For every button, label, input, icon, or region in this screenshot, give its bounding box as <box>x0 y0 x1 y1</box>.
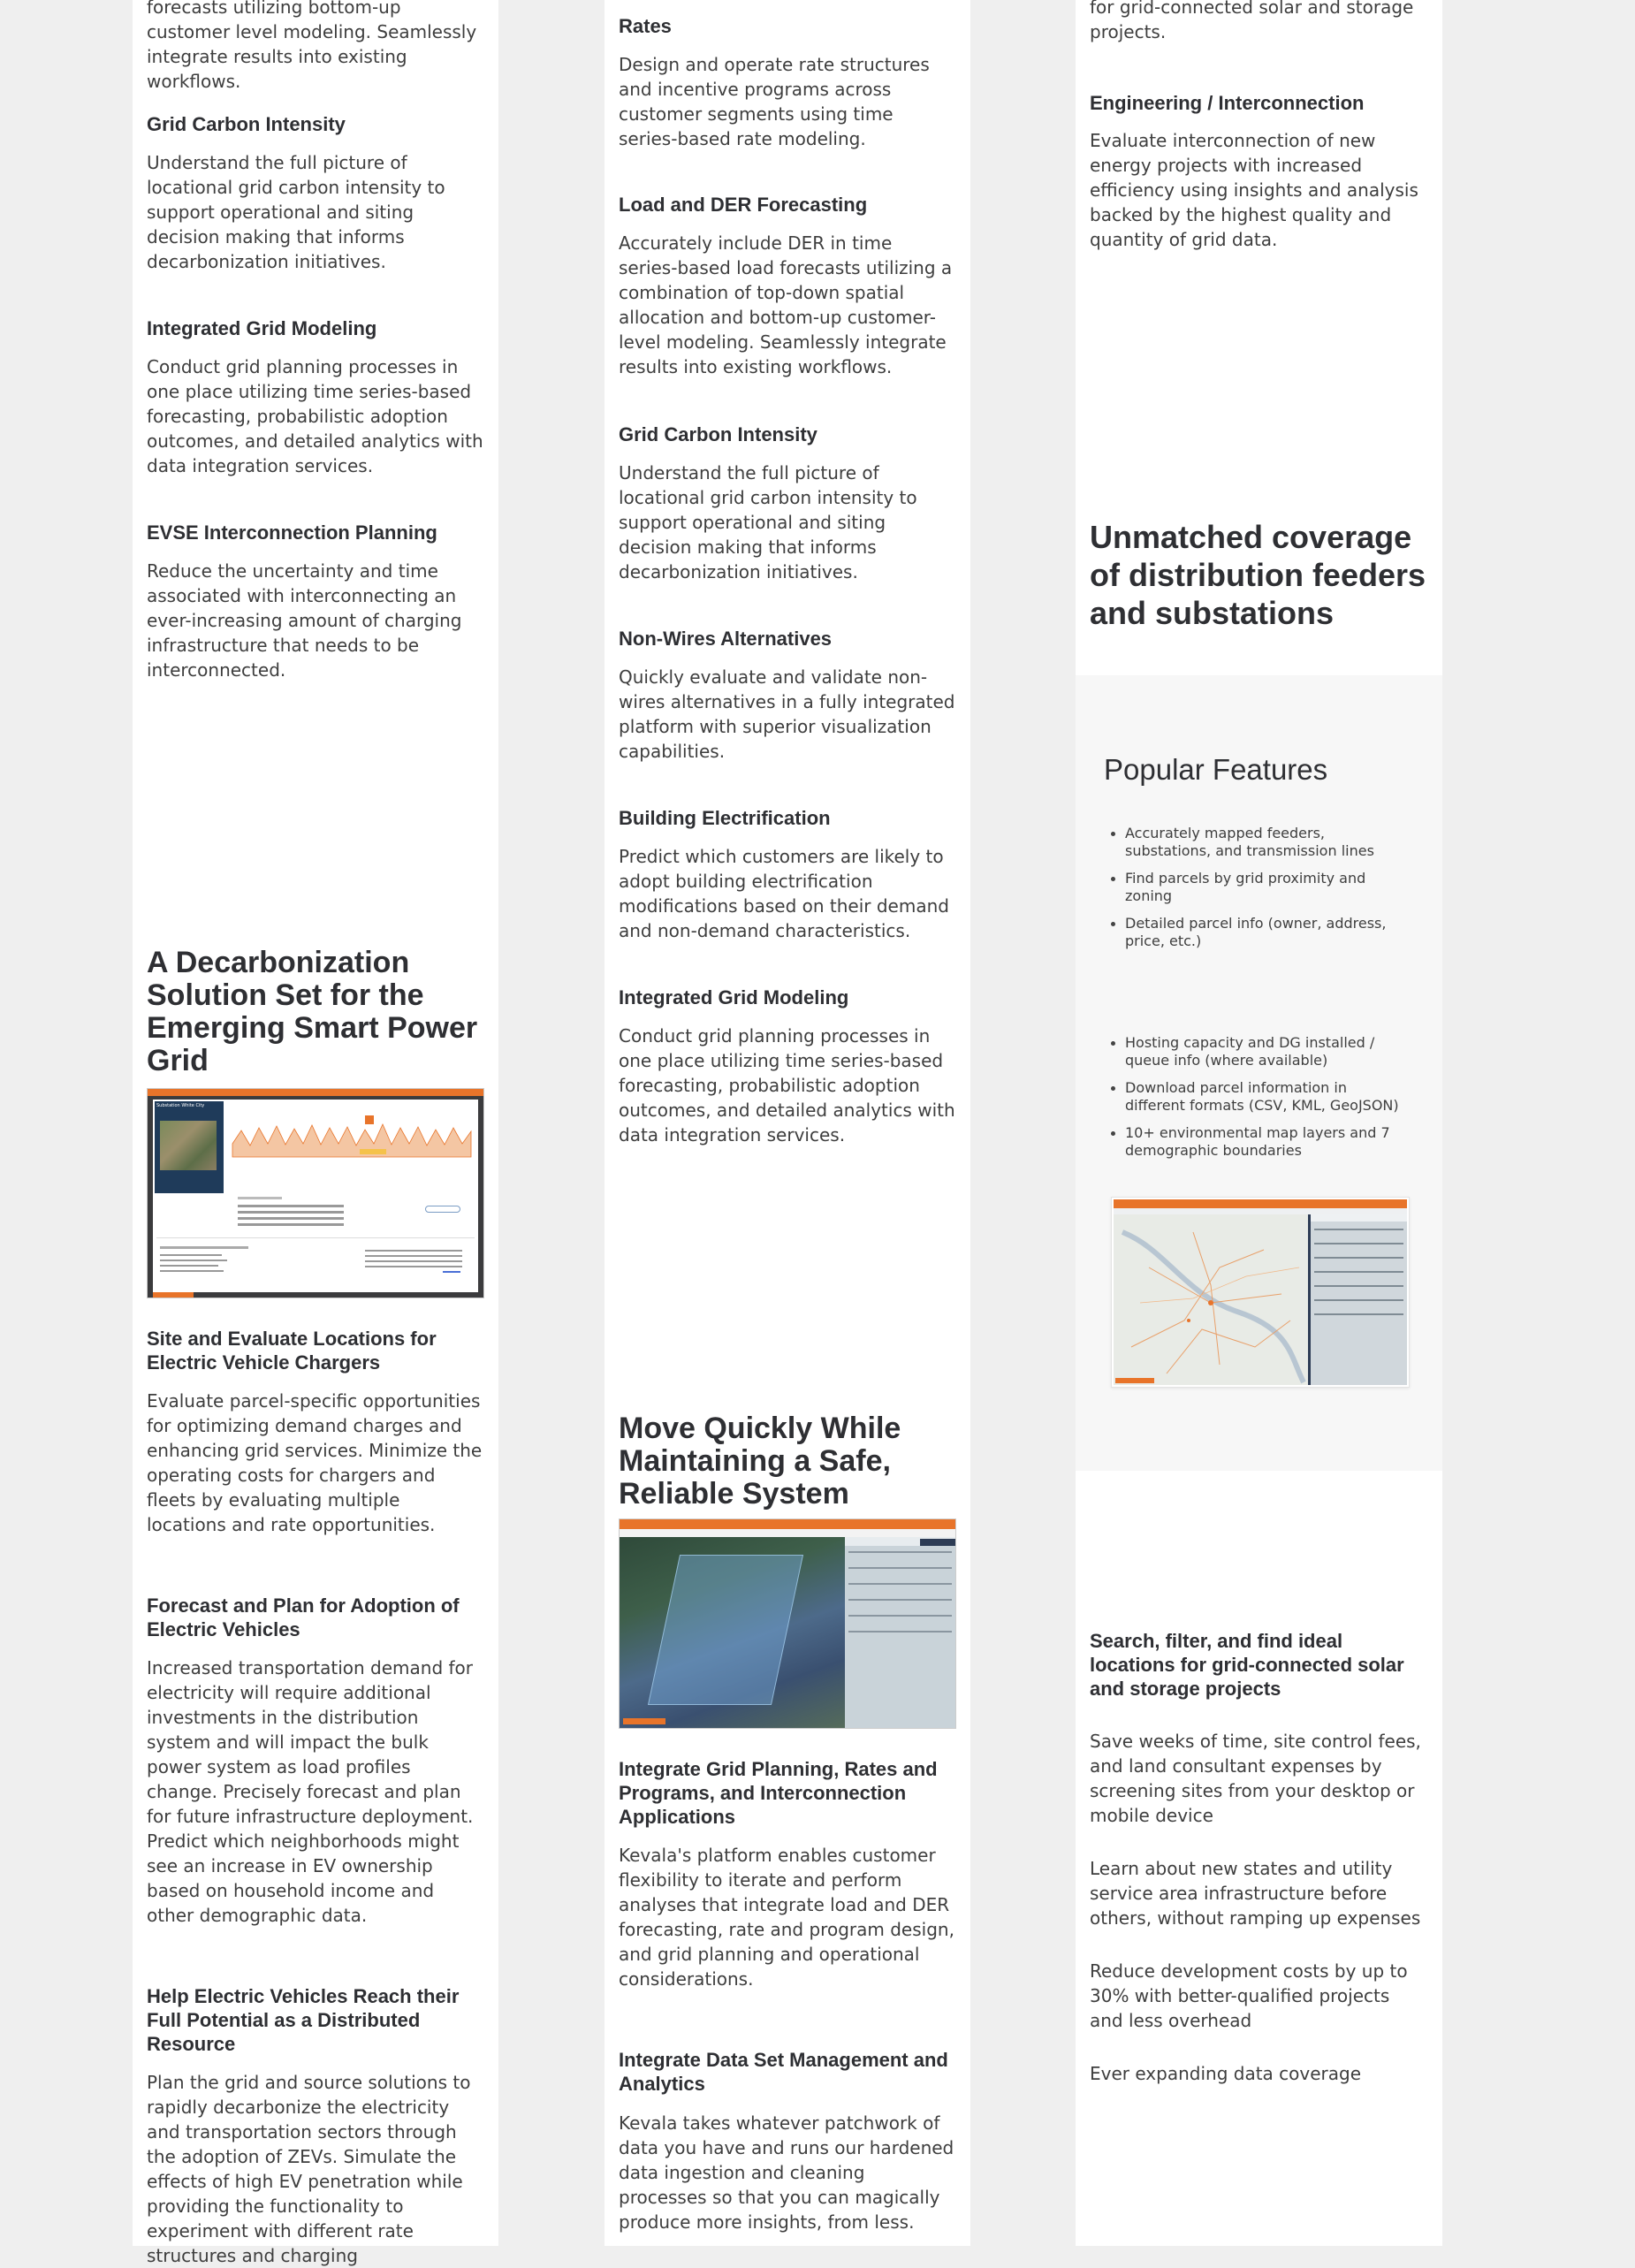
benefit-paragraph: Reduce development costs by up to 30% with better-qualified projects and less overhead <box>1090 1960 1408 2031</box>
feature-item: Download parcel information in different formats (CSV, KML, GeoJSON) <box>1109 1079 1401 1115</box>
intro-tail-text: for grid-connected solar and storage projects. <box>1090 0 1414 42</box>
feature-item: 10+ environmental map layers and 7 demographic boundaries <box>1109 1124 1401 1160</box>
item-body: Accurately include DER in time series-based load forecasts utilizing a combination of top-down spatial allocation and bottom-up customer-level modeling. Seamlessly integrate results into existing workflows. <box>619 232 953 377</box>
item-title: Engineering / Interconnection <box>1090 92 1365 114</box>
dashboard-title: Substation White City <box>156 1103 205 1108</box>
item-body: Design and operate rate structures and incentive programs across customer segments using time series-based rate modeling. <box>619 54 930 149</box>
item-body: Predict which customers are likely to adopt building electrification modifications based on their demand and non-demand characteristics. <box>619 846 949 941</box>
benefit-paragraph: Learn about new states and utility service area infrastructure before others, without ramping up expenses <box>1090 1858 1421 1929</box>
parcel-map-screenshot <box>1111 1197 1410 1388</box>
item-title: Load and DER Forecasting <box>619 194 868 216</box>
item-title: Integrated Grid Modeling <box>147 317 377 339</box>
feature-item: Detailed parcel info (owner, address, price, etc.) <box>1109 915 1401 950</box>
item-title: Non-Wires Alternatives <box>619 628 833 650</box>
section-heading: A Decarbonization Solution Set for the Emerging Smart Power Grid <box>147 946 478 1077</box>
item-title: Help Electric Vehicles Reach their Full Potential as a Distributed Resource <box>147 1985 460 2055</box>
feature-item: Find parcels by grid proximity and zoning <box>1109 870 1401 905</box>
benefit-paragraph: Save weeks of time, site control fees, and land consultant expenses by screening sites from your desktop or mobile device <box>1090 1731 1421 1826</box>
column-developer-solutions <box>1076 0 1442 2246</box>
item-body: Understand the full picture of locational grid carbon intensity to support operational and siting decision making that informs decarbonization initiatives. <box>619 462 917 582</box>
item-title: Integrate Data Set Management and Analytics <box>619 2049 948 2095</box>
section-heading: Move Quickly While Maintaining a Safe, Reliable System <box>619 1412 901 1511</box>
benefit-paragraph: Ever expanding data coverage <box>1090 2063 1362 2084</box>
item-title: Rates <box>619 15 672 37</box>
item-body: Understand the full picture of locational grid carbon intensity to support operational and siting decision making that informs decarbonization initiatives. <box>147 152 445 272</box>
item-body: Kevala's platform enables customer flexibility to iterate and perform analyses that integrate load and DER forecasting, rate and program design, and grid planning and operational considerations. <box>619 1845 954 1990</box>
item-body: Conduct grid planning processes in one place utilizing time series-based forecasting, probabilistic adoption outcomes, and detailed analytics with data integration services. <box>619 1025 955 1145</box>
column-utility-solutions <box>605 0 970 2246</box>
item-title: Building Electrification <box>619 807 831 829</box>
item-body: Plan the grid and source solutions to rapidly decarbonize the electricity and transportation sectors through the adoption of ZEVs. Simulate the effects of high EV penetration while providing the functionality to experiment with different rate structures and charging <box>147 2072 471 2266</box>
item-body: Reduce the uncertainty and time associated with interconnecting an ever-increasing amount of charging infrastructure that needs to be interconnected. <box>147 560 462 681</box>
column-ev-solutions <box>133 0 498 2266</box>
item-title: Site and Evaluate Locations for Electric Vehicle Chargers <box>147 1328 437 1374</box>
item-title: EVSE Interconnection Planning <box>147 521 437 544</box>
feature-item: Accurately mapped feeders, substations, and transmission lines <box>1109 825 1401 860</box>
load-profile-chart <box>232 1108 471 1161</box>
item-title: Integrated Grid Modeling <box>619 986 849 1008</box>
item-title: Grid Carbon Intensity <box>147 113 346 135</box>
popular-features-title: Popular Features <box>1104 753 1328 786</box>
item-title: Integrate Grid Planning, Rates and Programs, and Interconnection Applications <box>619 1758 938 1828</box>
item-body: Evaluate parcel-specific opportunities for optimizing demand charges and enhancing grid services. Minimize the operating costs for chargers and fleets by evaluating multiple locations and rate opportunities. <box>147 1390 483 1535</box>
search-heading: Search, filter, and find ideal locations for grid-connected solar and storage projects <box>1090 1630 1404 1700</box>
item-body: Conduct grid planning processes in one place utilizing time series-based forecasting, probabilistic adoption outcomes, and detailed analytics with data integration services. <box>147 356 483 476</box>
feature-item: Hosting capacity and DG installed / queue info (where available) <box>1109 1034 1401 1069</box>
section-heading: Unmatched coverage of distribution feeders and substations <box>1090 519 1426 631</box>
item-body: Quickly evaluate and validate non-wires alternatives in a fully integrated platform with superior visualization capabilities. <box>619 666 955 762</box>
grid-map-screenshot <box>619 1518 956 1729</box>
features-list <box>1109 825 1401 960</box>
item-title: Forecast and Plan for Adoption of Electric Vehicles <box>147 1594 460 1640</box>
item-body: Kevala takes whatever patchwork of data you have and runs our hardened data ingestion and cleaning processes so that you can magically produce more insights, from less. <box>619 2112 954 2233</box>
item-title: Grid Carbon Intensity <box>619 423 818 445</box>
features-list <box>1109 1034 1401 1169</box>
item-body: Evaluate interconnection of new energy projects with increased efficiency using insights and analysis backed by the highest quality and quantity of grid data. <box>1090 130 1418 250</box>
substation-dashboard-screenshot <box>147 1088 484 1298</box>
parcel-map-lines <box>1114 1214 1308 1387</box>
intro-tail-text: forecasts utilizing bottom-up customer level modeling. Seamlessly integrate results into existing workflows. <box>147 0 477 92</box>
item-body: Increased transportation demand for electricity will require additional investments in the distribution system and will impact the bulk power system as load profiles change. Precisely forecast and plan for future infrastructure deployment. Predict which neighborhoods might see an increase in EV ownership based on household income and other demographic data. <box>147 1657 474 1926</box>
